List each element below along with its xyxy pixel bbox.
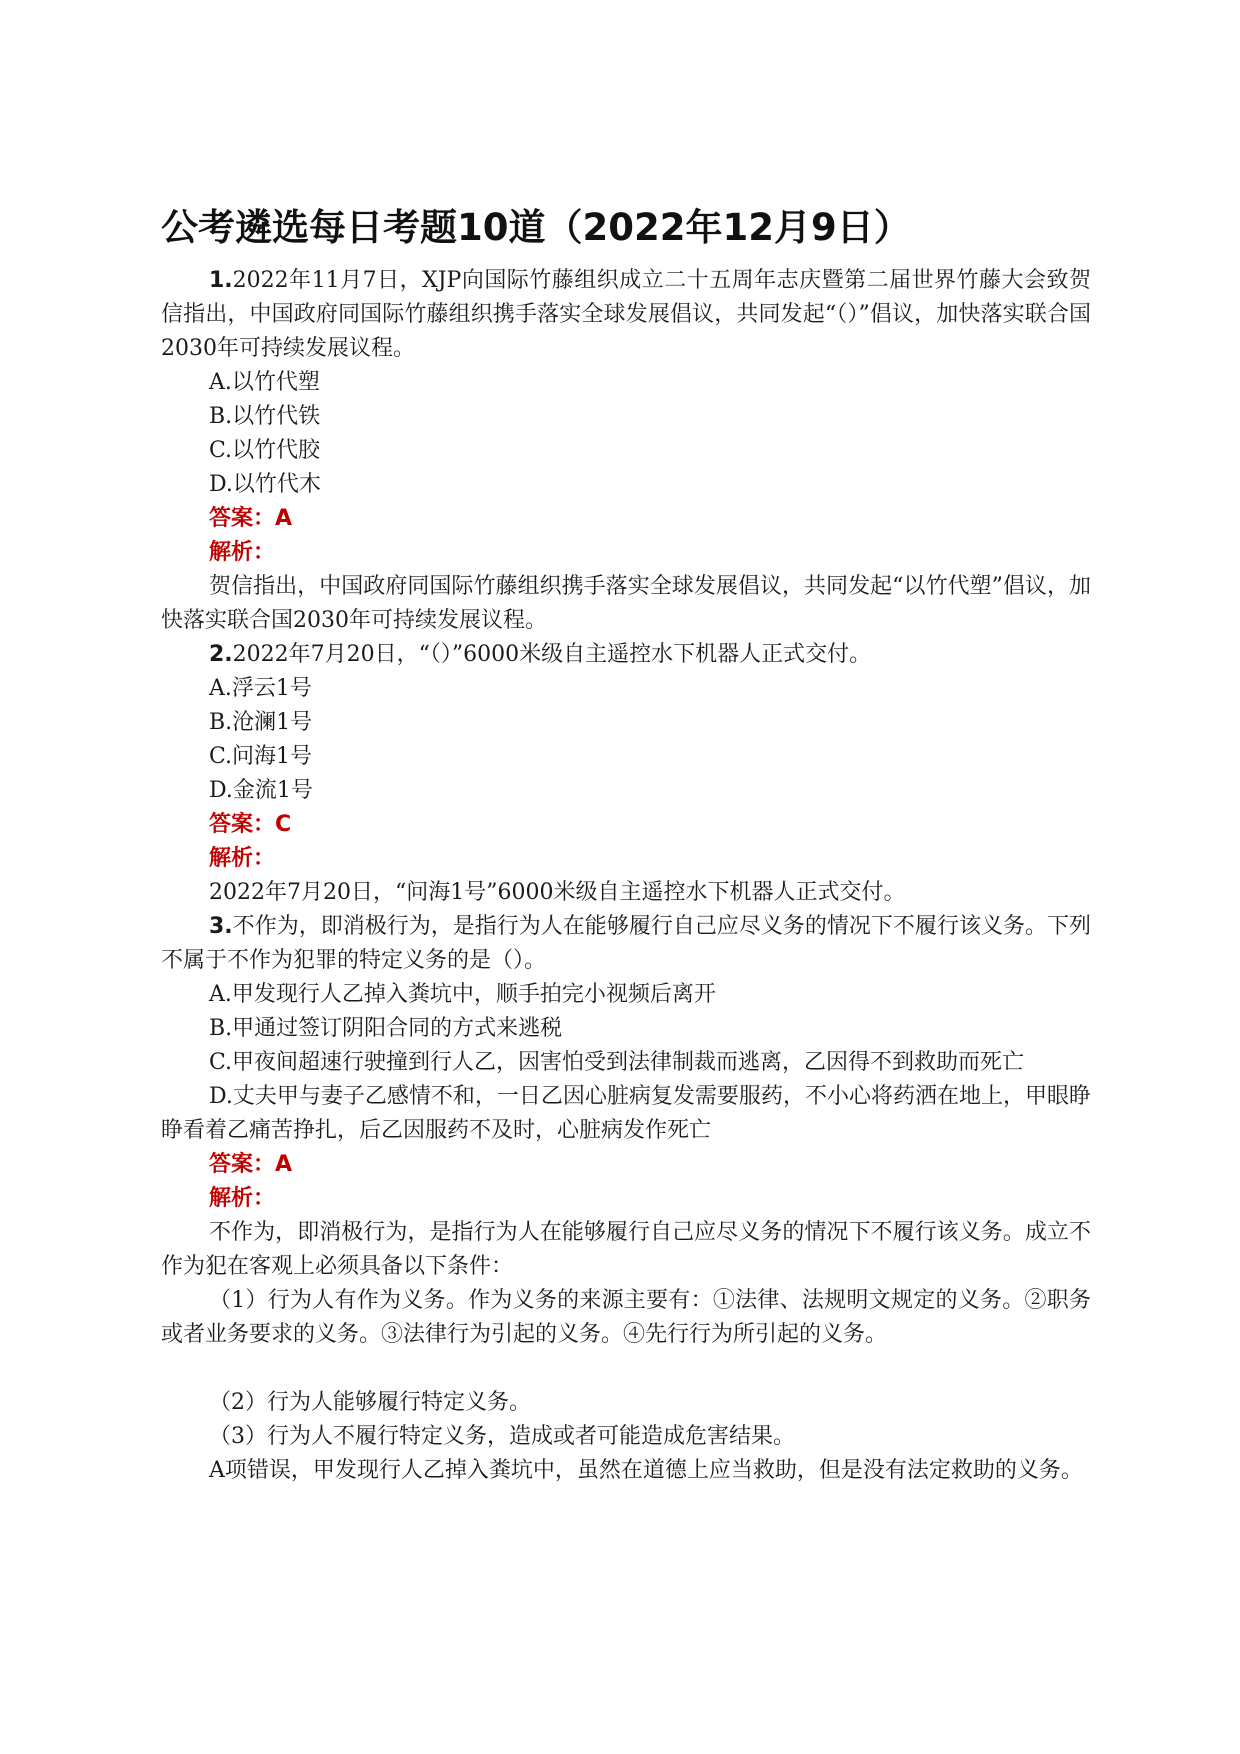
document-content	[161, 200, 1091, 1488]
question-number: 3.	[209, 914, 233, 939]
answer: 答案：C	[209, 812, 292, 837]
option-a: A.甲发现行人乙掉入粪坑中，顺手拍完小视频后离开	[209, 982, 716, 1007]
option-b: B.沧澜1号	[209, 710, 313, 735]
option-d: D.以竹代木	[209, 472, 321, 497]
option-a: A.浮云1号	[209, 676, 312, 701]
option-d: D.金流1号	[209, 778, 313, 803]
explanation-point-1: （1）行为人有作为义务。作为义务的来源主要有：①法律、法规明文规定的义务。②职务或者业务要求的义务。③法律行为引起的义务。④先行行为所引起的义务。	[161, 1288, 1091, 1347]
option-c: C.甲夜间超速行驶撞到行人乙，因害怕受到法律制裁而逃离，乙因得不到救助而死亡	[209, 1050, 1025, 1075]
option-c: C.以竹代胶	[209, 438, 321, 463]
explanation-point-4: A项错误，甲发现行人乙掉入粪坑中，虽然在道德上应当救助，但是没有法定救助的义务。	[209, 1458, 1083, 1483]
question-text: 2022年11月7日，XJP向国际竹藤组织成立二十五周年志庆暨第二届世界竹藤大会致贺信指出，中国政府同国际竹藤组织携手落实全球发展倡议，共同发起“（）”倡议，加快落实联合国2030年可持续发展议程。	[161, 268, 1091, 361]
option-d: D.丈夫甲与妻子乙感情不和，一日乙因心脏病复发需要服药，不小心将药洒在地上，甲眼睁睁看着乙痛苦挣扎，后乙因服药不及时，心脏病发作死亡	[161, 1084, 1091, 1143]
answer: 答案：A	[209, 506, 293, 531]
answer: 答案：A	[209, 1152, 293, 1177]
option-a: A.以竹代塑	[209, 370, 320, 395]
explanation-text: 贺信指出，中国政府同国际竹藤组织携手落实全球发展倡议，共同发起“以竹代塑”倡议，加快落实联合国2030年可持续发展议程。	[161, 574, 1091, 633]
explanation-text: 不作为，即消极行为，是指行为人在能够履行自己应尽义务的情况下不履行该义务。成立不作为犯在客观上必须具备以下条件：	[161, 1220, 1091, 1279]
question-2	[161, 638, 1091, 672]
question-number: 2.	[209, 642, 233, 667]
option-b: B.以竹代铁	[209, 404, 321, 429]
question-3	[161, 910, 1091, 978]
explanation-label: 解析：	[209, 1186, 276, 1211]
question-1	[161, 264, 1091, 366]
explanation-text: 2022年7月20日，“问海1号”6000米级自主遥控水下机器人正式交付。	[209, 880, 906, 905]
explanation-point-2: （2）行为人能够履行特定义务。	[209, 1390, 531, 1415]
option-c: C.问海1号	[209, 744, 313, 769]
question-number: 1.	[209, 268, 233, 293]
option-b: B.甲通过签订阴阳合同的方式来逃税	[209, 1016, 563, 1041]
explanation-label: 解析：	[209, 540, 276, 565]
explanation-point-3: （3）行为人不履行特定义务，造成或者可能造成危害结果。	[209, 1424, 795, 1449]
question-text: 2022年7月20日，“（）”6000米级自主遥控水下机器人正式交付。	[232, 642, 872, 667]
question-text: 不作为，即消极行为，是指行为人在能够履行自己应尽义务的情况下不履行该义务。下列不属于不作为犯罪的特定义务的是（）。	[161, 914, 1091, 973]
paragraph-gap	[161, 1352, 1091, 1386]
page-title: 公考遴选每日考题10道（2022年12月9日）	[161, 206, 911, 249]
explanation-label: 解析：	[209, 846, 276, 871]
